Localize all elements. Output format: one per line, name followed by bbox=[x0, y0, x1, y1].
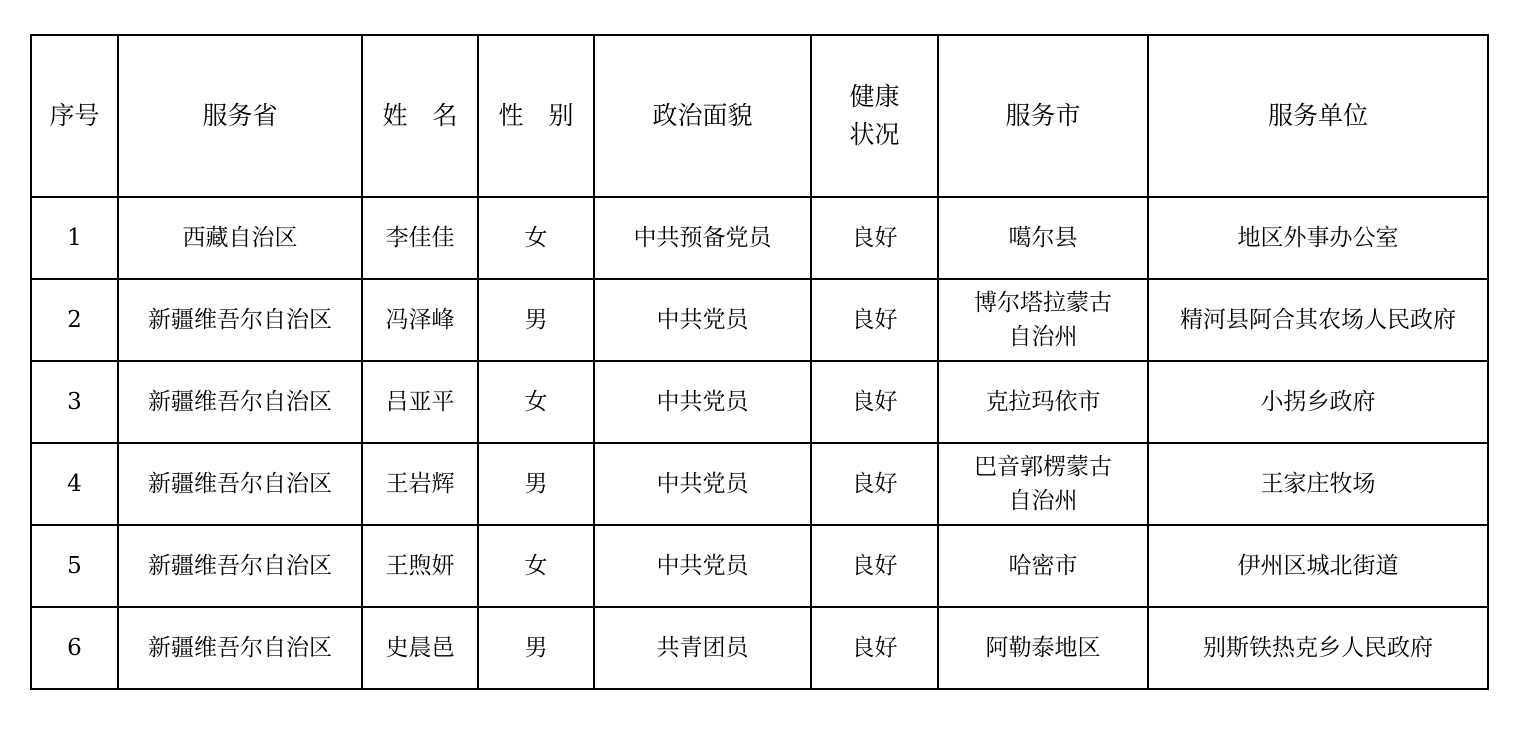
header-city: 服务市 bbox=[938, 35, 1148, 197]
header-province: 服务省 bbox=[118, 35, 362, 197]
cell-name: 史晨邑 bbox=[362, 607, 478, 689]
cell-health: 良好 bbox=[811, 607, 938, 689]
header-gender: 性 别 bbox=[478, 35, 594, 197]
cell-seq: 5 bbox=[31, 525, 118, 607]
table-body bbox=[31, 197, 1488, 689]
table-row bbox=[31, 443, 1488, 525]
cell-city-line: 克拉玛依市 bbox=[985, 389, 1101, 415]
table-row bbox=[31, 525, 1488, 607]
cell-gender: 女 bbox=[478, 361, 594, 443]
cell-province: 新疆维吾尔自治区 bbox=[118, 525, 362, 607]
cell-city-line: 哈密市 bbox=[1008, 553, 1078, 579]
cell-city bbox=[938, 197, 1148, 279]
cell-unit: 小拐乡政府 bbox=[1148, 361, 1488, 443]
table-header-row bbox=[31, 35, 1488, 197]
cell-unit: 别斯铁热克乡人民政府 bbox=[1148, 607, 1488, 689]
cell-health: 良好 bbox=[811, 443, 938, 525]
table-row bbox=[31, 279, 1488, 361]
header-health-line-2: 状况 bbox=[849, 120, 900, 149]
header-seq: 序号 bbox=[31, 35, 118, 197]
cell-city bbox=[938, 279, 1148, 361]
cell-unit: 伊州区城北街道 bbox=[1148, 525, 1488, 607]
cell-province: 西藏自治区 bbox=[118, 197, 362, 279]
cell-seq: 2 bbox=[31, 279, 118, 361]
cell-gender: 男 bbox=[478, 607, 594, 689]
cell-city bbox=[938, 443, 1148, 525]
cell-gender: 男 bbox=[478, 279, 594, 361]
cell-political: 中共预备党员 bbox=[594, 197, 811, 279]
cell-province: 新疆维吾尔自治区 bbox=[118, 361, 362, 443]
header-health-line-1: 健康 bbox=[849, 82, 900, 111]
cell-unit: 地区外事办公室 bbox=[1148, 197, 1488, 279]
table-row bbox=[31, 361, 1488, 443]
cell-city-line: 噶尔县 bbox=[1008, 225, 1078, 251]
cell-unit: 王家庄牧场 bbox=[1148, 443, 1488, 525]
cell-name: 吕亚平 bbox=[362, 361, 478, 443]
cell-city-line: 巴音郭楞蒙古 bbox=[974, 454, 1112, 480]
volunteer-table-container bbox=[30, 34, 1489, 690]
cell-health: 良好 bbox=[811, 361, 938, 443]
cell-name: 冯泽峰 bbox=[362, 279, 478, 361]
cell-city bbox=[938, 525, 1148, 607]
cell-name: 王岩辉 bbox=[362, 443, 478, 525]
cell-unit: 精河县阿合其农场人民政府 bbox=[1148, 279, 1488, 361]
cell-name: 王煦妍 bbox=[362, 525, 478, 607]
cell-seq: 4 bbox=[31, 443, 118, 525]
header-health bbox=[811, 35, 938, 197]
cell-political: 中共党员 bbox=[594, 443, 811, 525]
cell-health: 良好 bbox=[811, 525, 938, 607]
cell-political: 中共党员 bbox=[594, 361, 811, 443]
cell-city bbox=[938, 607, 1148, 689]
cell-city-line: 博尔塔拉蒙古 bbox=[974, 290, 1112, 316]
cell-political: 共青团员 bbox=[594, 607, 811, 689]
header-political: 政治面貌 bbox=[594, 35, 811, 197]
cell-province: 新疆维吾尔自治区 bbox=[118, 443, 362, 525]
cell-city-line: 自治州 bbox=[1008, 488, 1078, 514]
cell-seq: 6 bbox=[31, 607, 118, 689]
cell-gender: 女 bbox=[478, 525, 594, 607]
cell-gender: 女 bbox=[478, 197, 594, 279]
cell-seq: 1 bbox=[31, 197, 118, 279]
cell-province: 新疆维吾尔自治区 bbox=[118, 607, 362, 689]
cell-city-line: 自治州 bbox=[1008, 324, 1078, 350]
volunteer-table bbox=[30, 34, 1489, 690]
header-name: 姓 名 bbox=[362, 35, 478, 197]
cell-seq: 3 bbox=[31, 361, 118, 443]
cell-city-line: 阿勒泰地区 bbox=[985, 635, 1101, 661]
cell-health: 良好 bbox=[811, 197, 938, 279]
table-row bbox=[31, 197, 1488, 279]
cell-political: 中共党员 bbox=[594, 279, 811, 361]
cell-province: 新疆维吾尔自治区 bbox=[118, 279, 362, 361]
cell-city bbox=[938, 361, 1148, 443]
cell-name: 李佳佳 bbox=[362, 197, 478, 279]
cell-health: 良好 bbox=[811, 279, 938, 361]
cell-political: 中共党员 bbox=[594, 525, 811, 607]
cell-gender: 男 bbox=[478, 443, 594, 525]
table-row bbox=[31, 607, 1488, 689]
header-unit: 服务单位 bbox=[1148, 35, 1488, 197]
